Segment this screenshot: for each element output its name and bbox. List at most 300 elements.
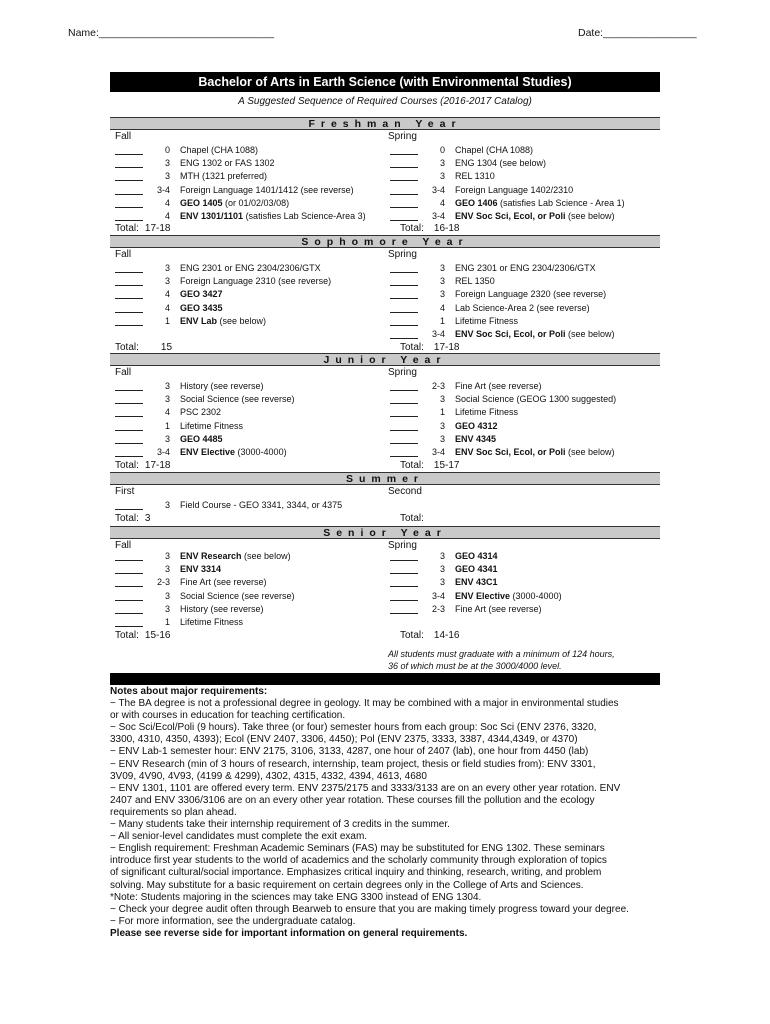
checkoff-blank[interactable] bbox=[390, 604, 418, 614]
course-row bbox=[115, 145, 375, 158]
course-hours: 3-4 bbox=[431, 184, 445, 195]
course-title: Chapel (CHA 1088) bbox=[455, 145, 534, 155]
course-name bbox=[455, 316, 518, 326]
year-band-senior: Senior Year bbox=[110, 526, 660, 539]
total-label: Total: bbox=[400, 460, 424, 471]
note-line: − English requirement: Freshman Academic Seminars (FAS) may be substituted for ENG 1302. These seminars bbox=[110, 843, 605, 855]
total-label: Total: bbox=[400, 223, 424, 234]
course-hours: 3 bbox=[164, 500, 170, 510]
checkoff-blank[interactable] bbox=[115, 577, 143, 587]
course-row bbox=[115, 407, 375, 420]
course-row bbox=[115, 577, 375, 590]
course-name bbox=[455, 276, 495, 286]
course-hours: 4 bbox=[439, 197, 445, 208]
checkoff-blank[interactable] bbox=[390, 591, 418, 601]
term-label-freshman-left: Fall bbox=[115, 131, 132, 142]
term-total-junior-right bbox=[400, 460, 459, 471]
checkoff-blank[interactable] bbox=[390, 577, 418, 587]
course-hours: 3 bbox=[439, 564, 445, 575]
course-note: (satisfies Lab Science-Area 3) bbox=[243, 211, 366, 221]
course-hours: 3 bbox=[439, 433, 445, 444]
course-hours: 0 bbox=[164, 145, 170, 155]
note-line: − ENV Lab-1 semester hour: ENV 2175, 3106, 3133, 4287, one hour of 2407 (lab), one hour from 4450 (lab) bbox=[110, 746, 589, 758]
course-note: (see below) bbox=[241, 551, 291, 561]
course-title: MTH (1321 preferred) bbox=[180, 171, 268, 182]
course-name bbox=[455, 158, 546, 168]
note-line: − Check your degree audit often through Bearweb to ensure that you are making timely progress toward your degree. bbox=[110, 903, 629, 915]
course-title: GEO 1406 bbox=[455, 197, 498, 208]
course-hours: 1 bbox=[439, 407, 445, 418]
course-hours: 3 bbox=[439, 171, 445, 182]
checkoff-blank[interactable] bbox=[115, 434, 143, 444]
course-name bbox=[455, 211, 615, 221]
course-title: Chapel (CHA 1088) bbox=[180, 145, 259, 155]
course-title: Foreign Language 1401/1412 (see reverse) bbox=[180, 184, 354, 195]
course-hours: 3 bbox=[439, 289, 445, 300]
course-hours: 1 bbox=[164, 315, 170, 326]
course-title: ENV Research bbox=[180, 551, 242, 561]
note-line: − ENV 1301, 1101 are offered every term. ENV 2375/2175 and 3333/3133 are on an every other year rotation. ENV bbox=[110, 782, 621, 794]
course-note: (3000-4000) bbox=[510, 590, 562, 601]
year-band-junior: Junior Year bbox=[110, 353, 660, 366]
course-hours: 3 bbox=[164, 171, 170, 182]
graduation-note-line: 36 of which must be at the 3000/4000 level. bbox=[388, 661, 562, 671]
course-title: REL 1310 bbox=[455, 171, 495, 182]
course-name bbox=[180, 381, 264, 391]
course-title: ENV Elective bbox=[180, 447, 236, 457]
checkoff-blank[interactable] bbox=[390, 211, 418, 221]
course-note: (or 01/02/03/08) bbox=[222, 197, 290, 208]
course-name bbox=[455, 198, 625, 208]
checkoff-blank[interactable] bbox=[390, 394, 418, 404]
course-title: GEO 3435 bbox=[180, 302, 223, 313]
graduation-note-line: All students must graduate with a minimum of 124 hours, bbox=[388, 649, 615, 659]
checkoff-blank[interactable] bbox=[390, 316, 418, 326]
total-value: 17-18 bbox=[144, 223, 171, 234]
checkoff-blank[interactable] bbox=[115, 158, 143, 168]
course-row bbox=[390, 329, 650, 342]
course-name bbox=[180, 303, 223, 313]
course-row bbox=[390, 447, 650, 460]
course-row bbox=[390, 394, 650, 407]
total-label: Total: bbox=[400, 630, 424, 641]
course-title: Foreign Language 2320 (see reverse) bbox=[455, 289, 607, 300]
course-title: ENV 4345 bbox=[455, 433, 497, 444]
course-row bbox=[390, 158, 650, 171]
checkoff-blank[interactable] bbox=[390, 421, 418, 431]
course-name bbox=[180, 591, 295, 601]
course-row bbox=[115, 564, 375, 577]
note-line: introduce first year students to the world of academics and the scholarly community through exploration of topics bbox=[110, 855, 607, 867]
course-row bbox=[115, 604, 375, 617]
course-title: Fine Art (see reverse) bbox=[180, 577, 267, 588]
checkoff-blank[interactable] bbox=[115, 500, 143, 510]
course-row bbox=[390, 145, 650, 158]
course-title: ENG 1302 or FAS 1302 bbox=[180, 158, 275, 169]
course-hours: 3 bbox=[439, 394, 445, 405]
course-hours: 4 bbox=[164, 302, 170, 313]
course-name bbox=[180, 500, 342, 510]
course-name bbox=[180, 263, 321, 273]
course-row bbox=[390, 434, 650, 447]
term-label-summer-right: Second bbox=[388, 486, 422, 497]
course-note: (satisfies Lab Science - Area 1) bbox=[497, 197, 625, 208]
course-hours: 4 bbox=[164, 407, 170, 418]
course-name bbox=[455, 303, 590, 313]
checkoff-blank[interactable] bbox=[115, 617, 143, 627]
course-name bbox=[455, 447, 615, 457]
course-title: ENV 1301/1101 bbox=[180, 211, 244, 221]
course-title: Lifetime Fitness bbox=[455, 407, 519, 418]
course-name bbox=[455, 381, 542, 391]
note-line: − Many students take their internship requirement of 3 credits in the summer. bbox=[110, 819, 450, 831]
course-name bbox=[455, 604, 542, 614]
term-total-junior-left bbox=[115, 460, 170, 471]
course-hours: 3 bbox=[164, 603, 170, 614]
checkoff-blank[interactable] bbox=[390, 434, 418, 444]
course-title: REL 1350 bbox=[455, 276, 495, 287]
checkoff-blank[interactable] bbox=[390, 381, 418, 391]
term-label-summer-left: First bbox=[115, 486, 135, 497]
course-title: Lifetime Fitness bbox=[180, 420, 244, 431]
note-line: 2407 and ENV 3306/3106 are on an every other year rotation. These courses fill the pollution and the ecology bbox=[110, 794, 595, 806]
page-subtitle: A Suggested Sequence of Required Courses (2016-2017 Catalog) bbox=[238, 96, 532, 107]
course-hours: 3 bbox=[439, 158, 445, 169]
term-label-senior-right: Spring bbox=[388, 540, 417, 551]
course-hours: 3-4 bbox=[431, 590, 445, 601]
course-title: GEO 4485 bbox=[180, 433, 223, 444]
course-row bbox=[115, 591, 375, 604]
divider-bar bbox=[110, 673, 660, 685]
course-hours: 3-4 bbox=[156, 447, 170, 457]
term-total-summer-left bbox=[115, 513, 150, 524]
course-row bbox=[390, 171, 650, 184]
term-total-senior-right bbox=[400, 630, 459, 641]
course-row bbox=[115, 303, 375, 316]
course-row bbox=[115, 276, 375, 289]
note-line: − For more information, see the undergraduate catalog. bbox=[110, 915, 356, 927]
course-title: GEO 3427 bbox=[180, 289, 223, 300]
name-field-label[interactable]: Name:______________________________ bbox=[68, 27, 275, 39]
checkoff-blank[interactable] bbox=[115, 211, 143, 221]
checkoff-blank[interactable] bbox=[115, 381, 143, 391]
note-line: of significant cultural/social importance. Emphasizes critical inquiry and thinking, research, writing, and problem bbox=[110, 867, 602, 879]
course-row bbox=[115, 617, 375, 630]
course-title: Lab Science-Area 2 (see reverse) bbox=[455, 302, 590, 313]
checkoff-blank[interactable] bbox=[115, 171, 143, 181]
course-row bbox=[390, 198, 650, 211]
course-name bbox=[455, 289, 606, 299]
course-title: Foreign Language 1402/2310 bbox=[455, 184, 574, 195]
course-title: GEO 1405 bbox=[180, 197, 223, 208]
checkoff-blank[interactable] bbox=[115, 591, 143, 601]
course-row bbox=[115, 316, 375, 329]
course-row bbox=[390, 604, 650, 617]
course-title: PSC 2302 bbox=[180, 407, 222, 418]
course-name bbox=[180, 394, 295, 404]
course-name bbox=[455, 185, 573, 195]
course-name bbox=[180, 434, 223, 444]
checkoff-blank[interactable] bbox=[390, 564, 418, 574]
course-row bbox=[115, 447, 375, 460]
course-row bbox=[390, 185, 650, 198]
course-name bbox=[455, 564, 498, 574]
course-title: Lifetime Fitness bbox=[455, 315, 519, 326]
course-hours: 3-4 bbox=[431, 329, 445, 339]
course-row bbox=[390, 551, 650, 564]
course-hours: 4 bbox=[439, 302, 445, 313]
notes-heading: Notes about major requirements: bbox=[110, 686, 268, 697]
checkoff-blank[interactable] bbox=[390, 263, 418, 273]
course-hours: 1 bbox=[164, 420, 170, 431]
note-line: − The BA degree is not a professional degree in geology. It may be combined with a major in environmental studies bbox=[110, 698, 619, 710]
total-label: Total: bbox=[115, 630, 139, 641]
checkoff-blank[interactable] bbox=[390, 447, 418, 457]
course-name bbox=[455, 434, 496, 444]
course-name bbox=[180, 421, 243, 431]
checkoff-blank[interactable] bbox=[115, 564, 143, 574]
course-title: Social Science (GEOG 1300 suggested) bbox=[455, 394, 617, 405]
checkoff-blank[interactable] bbox=[115, 303, 143, 313]
course-name bbox=[455, 394, 616, 404]
checkoff-blank[interactable] bbox=[390, 303, 418, 313]
total-label: Total: bbox=[115, 513, 139, 524]
checkoff-blank[interactable] bbox=[390, 158, 418, 168]
course-name bbox=[455, 145, 533, 155]
note-line: solving. May substitute for a basic requirement on certain degrees only in the College of Arts and Sciences. bbox=[110, 879, 584, 891]
course-name bbox=[455, 421, 498, 431]
course-title: ENV Elective bbox=[455, 590, 511, 601]
course-title: GEO 4341 bbox=[455, 564, 498, 575]
course-name bbox=[455, 577, 498, 587]
course-title: Lifetime Fitness bbox=[180, 617, 244, 627]
course-hours: 2-3 bbox=[431, 603, 445, 614]
course-title: ENV 3314 bbox=[180, 564, 222, 575]
course-name bbox=[180, 171, 267, 181]
checkoff-blank[interactable] bbox=[390, 551, 418, 561]
checkoff-blank[interactable] bbox=[115, 447, 143, 457]
course-name bbox=[455, 407, 518, 417]
course-title: ENG 1304 (see below) bbox=[455, 158, 547, 169]
term-total-sophomore-right bbox=[400, 342, 459, 353]
course-note: (see below) bbox=[217, 315, 267, 326]
year-band-sophomore: Sophomore Year bbox=[110, 235, 660, 248]
note-line: *Note: Students majoring in the sciences may take ENG 3300 instead of ENG 1304. bbox=[110, 891, 482, 903]
course-row bbox=[115, 185, 375, 198]
course-hours: 1 bbox=[439, 315, 445, 326]
year-band-summer: Summer bbox=[110, 472, 660, 485]
term-total-senior-left bbox=[115, 630, 170, 641]
term-label-freshman-right: Spring bbox=[388, 131, 417, 142]
course-note: (see below) bbox=[565, 329, 615, 339]
course-title: GEO 4312 bbox=[455, 420, 498, 431]
total-label: Total: bbox=[115, 223, 139, 234]
course-title: ENV Soc Sci, Ecol, or Poli bbox=[455, 447, 566, 457]
course-row bbox=[390, 381, 650, 394]
total-value: 14-16 bbox=[433, 630, 460, 641]
total-value: 15-17 bbox=[433, 460, 460, 471]
course-row bbox=[390, 564, 650, 577]
course-title: ENV Lab bbox=[180, 315, 218, 326]
course-hours: 4 bbox=[164, 211, 170, 221]
course-row bbox=[115, 171, 375, 184]
term-total-summer-right bbox=[400, 513, 434, 524]
total-value: 17-18 bbox=[144, 460, 171, 471]
course-row bbox=[390, 421, 650, 434]
course-name bbox=[180, 289, 223, 299]
course-name bbox=[455, 329, 615, 339]
course-hours: 3-4 bbox=[431, 447, 445, 457]
checkoff-blank[interactable] bbox=[115, 289, 143, 299]
course-title: ENG 2301 or ENG 2304/2306/GTX bbox=[455, 263, 596, 273]
course-name bbox=[455, 591, 562, 601]
total-label: Total: bbox=[400, 342, 424, 353]
checkoff-blank[interactable] bbox=[390, 276, 418, 286]
checkoff-blank[interactable] bbox=[390, 407, 418, 417]
note-line: − Soc Sci/Ecol/Poli (9 hours). Take three (or four) semester hours from each group: Soc Sci (ENV 2376, 3320, bbox=[110, 722, 597, 734]
course-name bbox=[455, 263, 596, 273]
course-title: Social Science (see reverse) bbox=[180, 590, 295, 601]
term-total-sophomore-left bbox=[115, 342, 172, 353]
course-row bbox=[390, 577, 650, 590]
page-title: Bachelor of Arts in Earth Science (with Environmental Studies) bbox=[110, 72, 660, 92]
date-field-label[interactable]: Date:________________ bbox=[578, 27, 697, 39]
checkoff-blank[interactable] bbox=[115, 145, 143, 155]
course-name bbox=[180, 211, 366, 221]
course-note: (see below) bbox=[565, 211, 615, 221]
course-hours: 3 bbox=[164, 276, 170, 287]
notes-footer: Please see reverse side for important information on general requirements. bbox=[110, 927, 468, 939]
course-title: History (see reverse) bbox=[180, 381, 264, 391]
total-label: Total: bbox=[115, 342, 139, 353]
course-name bbox=[180, 145, 258, 155]
course-name bbox=[180, 604, 264, 614]
course-row bbox=[390, 316, 650, 329]
checkoff-blank[interactable] bbox=[115, 394, 143, 404]
course-name bbox=[180, 158, 275, 168]
course-hours: 3 bbox=[439, 276, 445, 287]
term-total-freshman-left bbox=[115, 223, 170, 234]
course-row bbox=[115, 289, 375, 302]
course-hours: 3 bbox=[164, 551, 170, 561]
course-name bbox=[180, 577, 267, 587]
note-line: − ENV Research (min of 3 hours of research, internship, team project, thesis or field studies from): ENV 3301, bbox=[110, 758, 596, 770]
course-hours: 3 bbox=[439, 577, 445, 588]
course-hours: 3 bbox=[164, 564, 170, 575]
course-row bbox=[390, 289, 650, 302]
course-row bbox=[115, 381, 375, 394]
course-title: Foreign Language 2310 (see reverse) bbox=[180, 276, 332, 287]
course-row bbox=[390, 591, 650, 604]
checkoff-blank[interactable] bbox=[390, 185, 418, 195]
course-row bbox=[390, 263, 650, 276]
course-name bbox=[180, 316, 266, 326]
course-row bbox=[115, 500, 375, 513]
total-value: 15-16 bbox=[144, 630, 171, 641]
course-hours: 3 bbox=[164, 381, 170, 391]
term-label-junior-left: Fall bbox=[115, 367, 132, 378]
total-value: 3 bbox=[144, 513, 151, 524]
checkoff-blank[interactable] bbox=[115, 407, 143, 417]
course-hours: 3 bbox=[439, 263, 445, 273]
checkoff-blank[interactable] bbox=[115, 263, 143, 273]
note-line: requirements so plan ahead. bbox=[110, 806, 237, 818]
course-name bbox=[180, 617, 243, 627]
checkoff-blank[interactable] bbox=[390, 198, 418, 208]
requirements-notes bbox=[110, 686, 660, 940]
course-row bbox=[115, 394, 375, 407]
checkoff-blank[interactable] bbox=[390, 145, 418, 155]
course-hours: 3 bbox=[439, 551, 445, 561]
course-hours: 3-4 bbox=[156, 184, 170, 195]
course-name bbox=[180, 185, 354, 195]
course-hours: 3 bbox=[164, 263, 170, 273]
course-name bbox=[180, 564, 221, 574]
course-hours: 3 bbox=[164, 158, 170, 169]
course-title: ENG 2301 or ENG 2304/2306/GTX bbox=[180, 263, 321, 273]
note-line: − All senior-level candidates must complete the exit exam. bbox=[110, 831, 368, 843]
course-hours: 1 bbox=[164, 617, 170, 627]
checkoff-blank[interactable] bbox=[390, 329, 418, 339]
checkoff-blank[interactable] bbox=[115, 316, 143, 326]
course-hours: 3 bbox=[164, 394, 170, 405]
course-title: Social Science (see reverse) bbox=[180, 394, 295, 405]
course-title: ENV 43C1 bbox=[455, 577, 498, 588]
course-title: Fine Art (see reverse) bbox=[455, 603, 542, 614]
course-row bbox=[390, 276, 650, 289]
checkoff-blank[interactable] bbox=[115, 276, 143, 286]
notes-list bbox=[110, 698, 660, 928]
term-label-senior-left: Fall bbox=[115, 540, 132, 551]
course-hours: 3 bbox=[164, 433, 170, 444]
course-hours: 4 bbox=[164, 197, 170, 208]
course-title: GEO 4314 bbox=[455, 551, 498, 561]
course-row bbox=[115, 158, 375, 171]
course-name bbox=[180, 198, 289, 208]
course-row bbox=[115, 551, 375, 564]
total-label: Total: bbox=[400, 513, 424, 524]
course-row bbox=[115, 198, 375, 211]
term-label-sophomore-left: Fall bbox=[115, 249, 132, 260]
course-hours: 0 bbox=[439, 145, 445, 155]
course-row bbox=[115, 263, 375, 276]
course-row bbox=[390, 407, 650, 420]
course-title: Fine Art (see reverse) bbox=[455, 381, 542, 391]
note-line: 3V09, 4V90, 4V93, (4199 & 4299), 4302, 4315, 4332, 4394, 4613, 4680 bbox=[110, 770, 427, 782]
checkoff-blank[interactable] bbox=[115, 185, 143, 195]
course-hours: 4 bbox=[164, 289, 170, 300]
checkoff-blank[interactable] bbox=[115, 551, 143, 561]
term-label-sophomore-right: Spring bbox=[388, 249, 417, 260]
course-title: ENV Soc Sci, Ecol, or Poli bbox=[455, 211, 566, 221]
checkoff-blank[interactable] bbox=[115, 421, 143, 431]
checkoff-blank[interactable] bbox=[390, 171, 418, 181]
course-name bbox=[455, 551, 498, 561]
course-hours: 2-3 bbox=[431, 381, 445, 391]
course-name bbox=[180, 276, 331, 286]
checkoff-blank[interactable] bbox=[115, 198, 143, 208]
course-row bbox=[115, 434, 375, 447]
course-name bbox=[455, 171, 495, 181]
total-value: 15 bbox=[160, 342, 173, 353]
term-label-junior-right: Spring bbox=[388, 367, 417, 378]
checkoff-blank[interactable] bbox=[390, 289, 418, 299]
course-note: (see below) bbox=[565, 447, 615, 457]
checkoff-blank[interactable] bbox=[115, 604, 143, 614]
note-line: 3300, 4310, 4350, 4393); Ecol (ENV 2407, 3306, 4450); Pol (ENV 2375, 3333, 3387, 4344,4349, or 4370) bbox=[110, 734, 578, 746]
course-note: (3000-4000) bbox=[235, 447, 287, 457]
total-value: 17-18 bbox=[433, 342, 460, 353]
